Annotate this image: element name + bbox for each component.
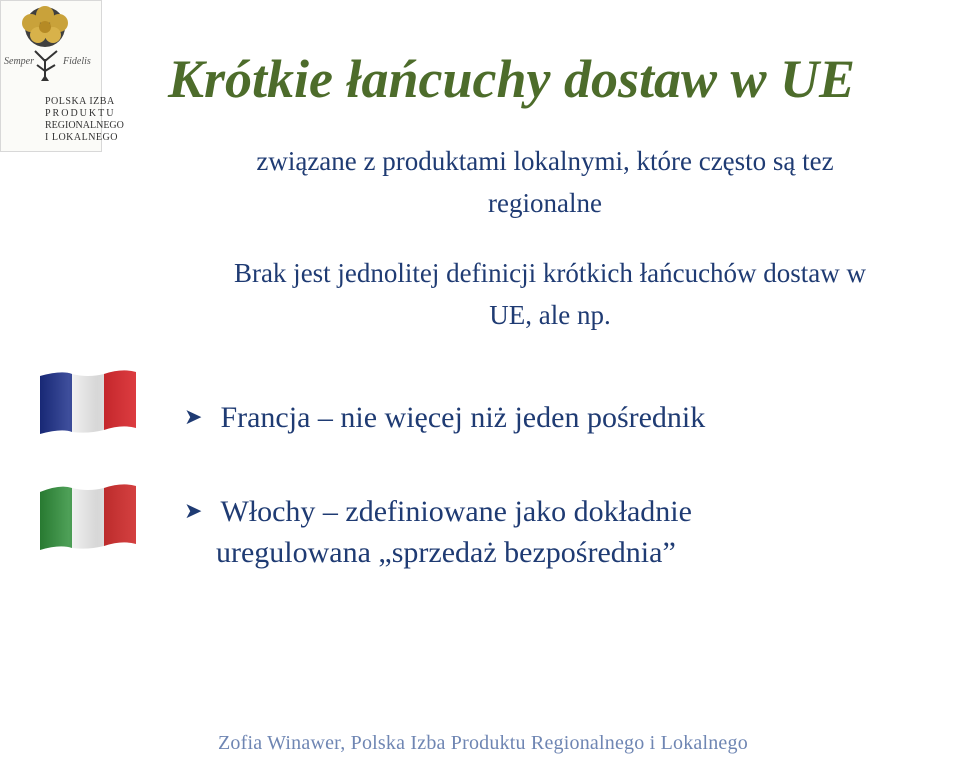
logo-motto-left: Semper <box>4 56 34 67</box>
logo <box>0 0 124 152</box>
arrow-bullet-icon: ➤ <box>184 498 203 523</box>
italy-flag-icon <box>36 482 140 554</box>
bullet-italy-text-line-2: uregulowana „sprzedaż bezpośrednia” <box>216 536 676 569</box>
statement-line-2: UE, ale np. <box>489 300 611 330</box>
arrow-bullet-icon: ➤ <box>184 404 203 429</box>
statement-line-1: Brak jest jednolitej definicji krótkich łańcuchów dostaw w <box>233 258 867 288</box>
logo-line: REGIONALNEGO <box>45 120 124 131</box>
bullet-france-text: Francja – nie więcej niż jeden pośrednik <box>220 401 706 434</box>
intro-line-1: związane z produktami lokalnymi, które często są tez <box>256 146 834 176</box>
logo-line: I LOKALNEGO <box>45 132 118 143</box>
slide-title: Krótkie łańcuchy dostaw w UE <box>168 49 856 109</box>
footer-author: Zofia Winawer, Polska Izba Produktu Regionalnego i Lokalnego <box>218 732 748 754</box>
logo-line: PRODUKTU <box>45 108 116 119</box>
france-flag-icon <box>36 368 140 438</box>
bullet-italy <box>184 490 692 533</box>
logo-line: POLSKA IZBA <box>45 96 115 107</box>
statement-paragraph <box>120 252 960 336</box>
logo-motto-right: Fidelis <box>63 56 91 67</box>
intro-line-2: regionalne <box>488 188 602 218</box>
bullet-italy-text: Włochy – zdefiniowane jako dokładnie <box>220 495 692 528</box>
intro-paragraph <box>130 140 960 224</box>
bullet-france <box>184 396 705 439</box>
logo-text <box>45 96 124 144</box>
